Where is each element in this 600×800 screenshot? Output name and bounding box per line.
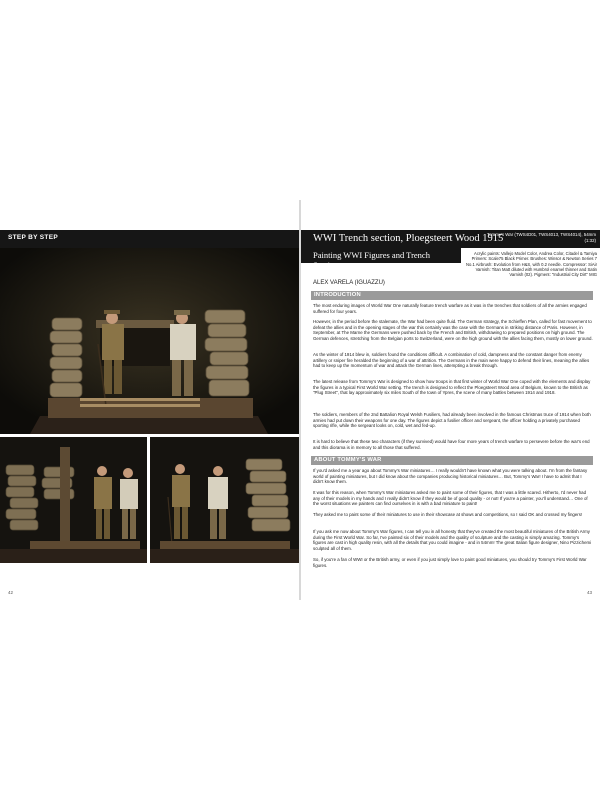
section-tag: STEP BY STEP bbox=[8, 234, 58, 241]
paragraph: However, in the period before the stalemate, the War had been quite fluid. The German strategy, the Schieffen Plan, called for fast movement to defeat the allies and in the opening stages of the war this certainly was the case with the Germans in striking distance of Paris. However, in September, at The Marne the Germans were pushed back by the French and British, withdrawing to prepared positions on high ground. The German defences, stretching from the Belgian ports to Switzerland, were on the high ground with the allies facing them, mostly on lower ground. bbox=[313, 319, 593, 342]
section-header-about bbox=[311, 456, 593, 465]
left-page-number: 42 bbox=[8, 590, 14, 595]
paragraph: As the winter of 1914 blew in, soldiers found the conditions difficult. A combination of cold, dampness and the constant danger from enemy artillery or sniper fire heralded the beginning of a war of attrition. The Germans in the main were happy to defend their lines, meaning the allies had to keep up the momentum of war and attack the German lines, attempting a break through. bbox=[313, 352, 590, 369]
section-title: ABOUT TOMMY'S WAR bbox=[314, 457, 382, 463]
paragraph: They asked me to paint some of their miniatures to use in their showcase at shows and competitions, so I said OK and crossed my fingers! bbox=[313, 512, 583, 517]
article-header bbox=[301, 230, 600, 248]
right-page bbox=[301, 200, 600, 600]
diorama-photo-left bbox=[0, 437, 147, 563]
paragraph: It was for this reason, when Tommy's War miniatures asked me to paint some of their figures, that I was a little scared. Hitherto, I'd never had any of their models in my hands and I really didn't know if they would be of good quality - or not! If you're a painter, you'll understand… One of the worst situations we painters can find ourselves in is with a bad miniature to paint! bbox=[313, 490, 588, 507]
materials-list: Acrylic paints: Vallejo Model Color, Andrea Color, Citadel & Tamiya Primers: Scale75 Black Primer. Brushes: Winsor & Newton Series 7 No.1 Airbrush: Evolution from H&S, with 0.2 needle. Compressor: SiAir Varnish: Titan Matt diluted with Humbrol enamel thinner and Satin Varnish (02). Pigment: "Industrial City Dirt" MIG bbox=[465, 251, 597, 277]
left-page bbox=[0, 200, 299, 600]
magazine-spread bbox=[0, 200, 600, 600]
kit-info: Tommy's War (TWS4D01, TWS4013, TWS4014), 54mm (1:32) bbox=[486, 232, 596, 243]
section-title: INTRODUCTION bbox=[314, 292, 361, 298]
right-page-number: 43 bbox=[586, 590, 592, 595]
diorama-photo-row bbox=[0, 437, 299, 563]
section-header-introduction bbox=[311, 291, 593, 300]
diorama-left-illustration bbox=[0, 437, 147, 563]
diorama-photo-main bbox=[0, 248, 299, 434]
paragraph: It is hard to believe that these two characters (if they survived) would have four more years of trench warfare to persevere before the war's end and this diorama is in memory to all those that suffered. bbox=[313, 439, 590, 450]
article-title: WWI Trench section, Ploegsteert Wood 1915 bbox=[313, 233, 504, 244]
paragraph: So, if you're a fan of WWI or the British army, or even if you just simply love to paint good miniatures, you should try Tommy's First World War figures. bbox=[313, 557, 587, 568]
left-page-header bbox=[0, 230, 299, 248]
paragraph: The latest release from Tommy's War is designed to show how troops in that first winter of World War One coped with the elements and display the figures in a typical First World War setting. The trench is designed to reflect the Ploegsteert Wood area of Belgium, known to the British as "Plug Street", that lay approximately six miles South of the town of Ypres, the scene of many battles between 1914 and 1918. bbox=[313, 379, 591, 396]
paragraph: If you ask me now about Tommy's War figures, I can tell you in all honesty that they've created the most beautiful miniatures of the British Army during the First World War. So far, I've painted six of their models and the quality of sculpture and the casting is simply amazing. Tommy's figures are cast in high quality resin, with all the details that you could imagine - and in 54mm! The great Italian figure designer, Nino Pizzichemi sculpted all of them. bbox=[313, 529, 592, 552]
author-name: ALEX VARELA (IGUAZZU) bbox=[313, 280, 385, 286]
diorama-photo-right bbox=[150, 437, 299, 563]
diorama-main-illustration bbox=[0, 248, 299, 434]
paragraph: If you'd asked me a year ago about Tommy's War miniatures… I really wouldn't have known what you were talking about. I'm from the fantasy world of painting miniatures, but I did know about the companies producing historical miniatures… But, Tommy's War! I have to admit that I didn't know them. bbox=[313, 468, 588, 485]
paragraph: The soldiers, members of the 2nd Battalion Royal Welsh Fusiliers, had already been involved in the famous Christmas truce of 1914 when both armies had put down their weapons for one day. The figures depict a fusilier officer and sergeant, the officer holding a privately purchased sporting rifle, while the sergeant looks on, cold, wet and fed-up. bbox=[313, 412, 591, 429]
paragraph: The most enduring images of World War One naturally feature trench warfare as it was in the trenches that soldiers of all the armies engaged suffered for four years. bbox=[313, 303, 587, 314]
article-subtitle: Painting WWI Figures and Trench Section bbox=[313, 249, 461, 262]
diorama-right-illustration bbox=[150, 437, 299, 563]
